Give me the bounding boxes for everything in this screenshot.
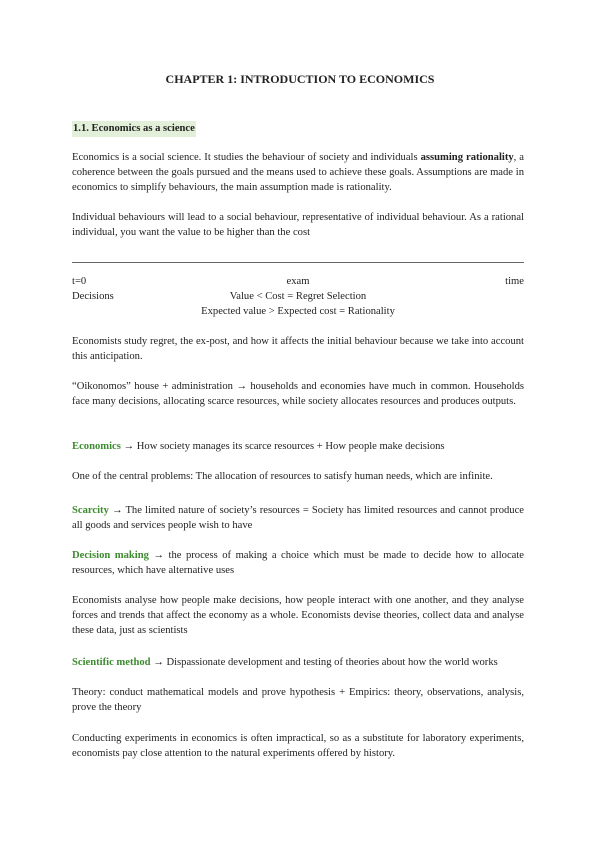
term: Decision making — [72, 550, 149, 561]
decisions-label: Decisions — [72, 291, 114, 302]
definition: → Dispassionate development and testing of theories about how the world works — [150, 657, 498, 668]
paragraph-rationality — [72, 150, 524, 195]
definition: → How society manages its scarce resources + How people make decisions — [120, 441, 445, 452]
paragraph-oikonomos: “Oikonomos” house + administration → households and economies have much in common. Households face many decisions, allocating scarce resources, while society allocates resources and produces outputs. — [72, 381, 524, 407]
timeline-rule — [72, 262, 524, 263]
paragraph-central-problem: One of the central problems: The allocation of resources to satisfy human needs, which are infinite. — [72, 471, 493, 482]
section-heading: 1.1. Economics as a science — [72, 121, 196, 137]
timeline-start: t=0 — [72, 276, 87, 287]
paragraph-regret: Economists study regret, the ex-post, and how it affects the initial behaviour because we take into account this anticipation. — [72, 336, 524, 362]
paragraph-economists-analyse: Economists analyse how people make decisions, how people interact with one another, and they analyse forces and trends that affect the economy as a whole. Economists devise theories, collect data and analyse these data, just as scientists — [72, 595, 524, 636]
term: Scarcity — [72, 505, 109, 516]
definition-economics — [72, 439, 524, 454]
text: , a coherence between the goals pursued and the means used to achieve these goals. Assumptions are made in economics to simplify behaviours, the main assumption made is rationality. — [72, 152, 524, 193]
paragraph-experiments: Conducting experiments in economics is often impractical, so as a substitute for laboratory experiments, economists pay close attention to the natural experiments offered by history. — [72, 733, 524, 759]
rationality-formula: Expected value > Expected cost = Rationality — [201, 306, 395, 317]
chapter-title: CHAPTER 1: INTRODUCTION TO ECONOMICS — [165, 72, 435, 86]
timeline-row — [72, 274, 524, 289]
definition-scientific-method — [72, 655, 524, 670]
term: Economics — [72, 441, 121, 452]
term: Scientific method — [72, 657, 151, 668]
paragraph-individual: Individual behaviours will lead to a social behaviour, representative of individual behaviour. As a rational individual, you want the value to be higher than the cost — [72, 212, 524, 238]
definition: → The limited nature of society’s resources = Society has limited resources and cannot produce all goods and services people wish to have — [72, 505, 524, 531]
definition-scarcity — [72, 503, 524, 533]
timeline-end: time — [505, 276, 524, 287]
text: Economics is a social science. It studies the behaviour of society and individuals — [72, 152, 421, 163]
regret-formula: Value < Cost = Regret Selection — [229, 291, 367, 302]
definition-decision-making — [72, 548, 524, 578]
decisions-row — [72, 289, 524, 304]
paragraph-theory: Theory: conduct mathematical models and prove hypothesis + Empirics: theory, observations, analysis, prove the theory — [72, 687, 524, 713]
bold-text: assuming rationality — [420, 152, 514, 163]
timeline-middle: exam — [286, 276, 310, 287]
definition: → the process of making a choice which must be made to decide how to allocate resources, which have alternative uses — [72, 550, 524, 576]
